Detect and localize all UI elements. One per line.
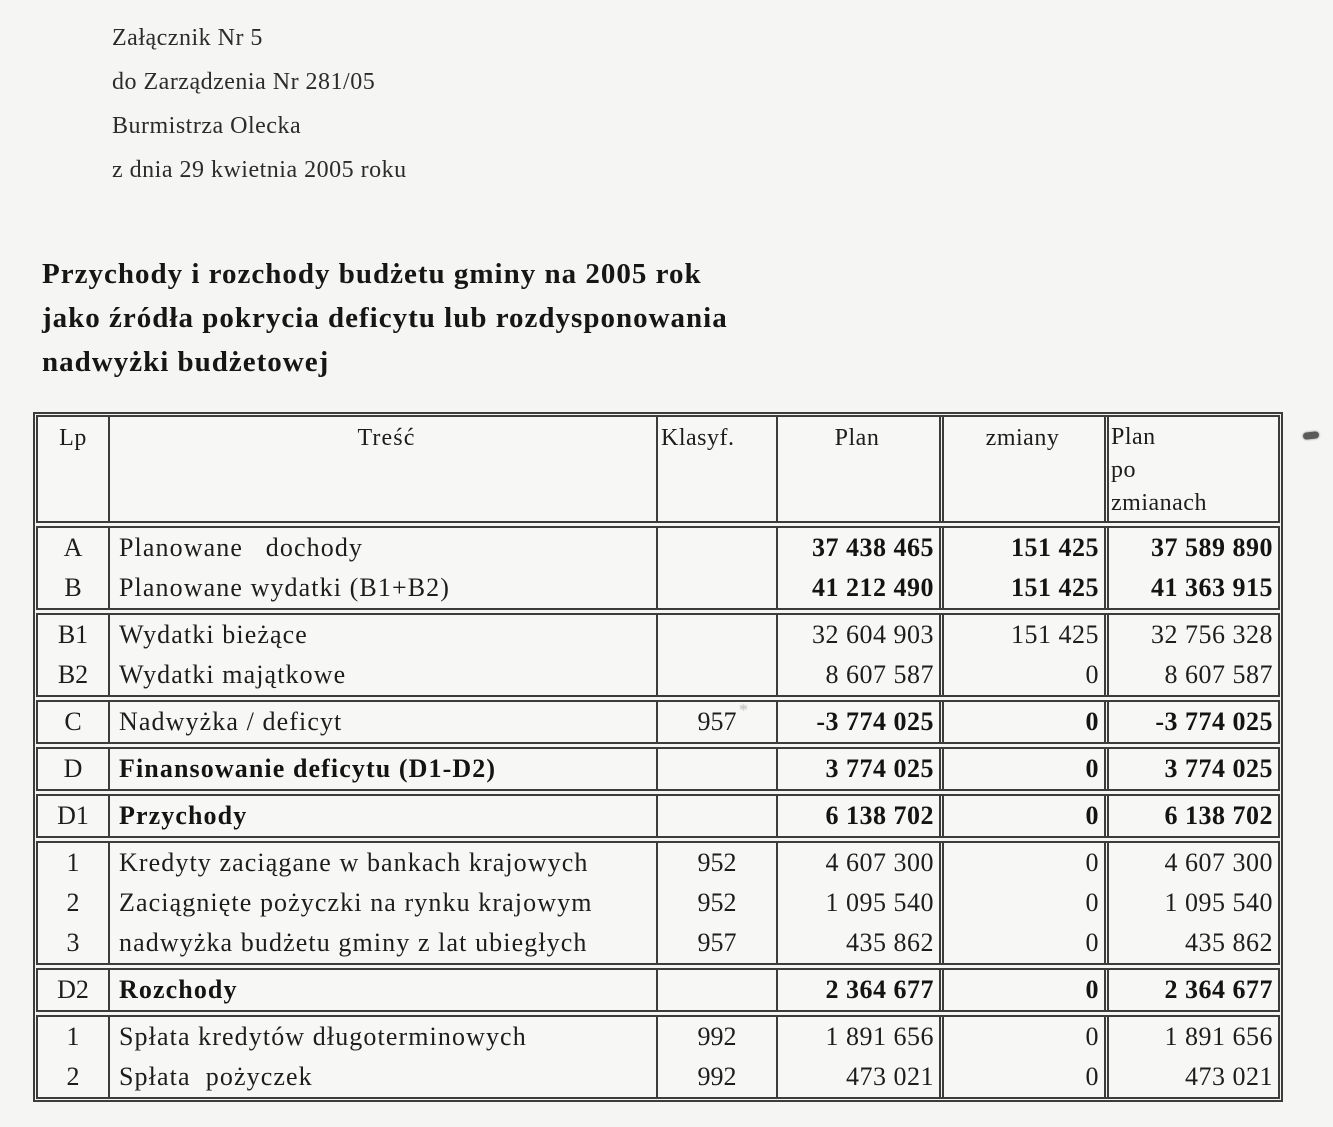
table-header-group: [36, 415, 1280, 523]
cell-plan-po: 32 756 328: [1104, 615, 1278, 655]
title-line-3: nadwyżki budżetowej: [42, 346, 330, 378]
table-row: [38, 843, 1278, 883]
cell-tresc: Planowane dochody: [108, 528, 656, 568]
cell-lp: 3: [66, 928, 80, 957]
col-header-zmiany: zmiany: [939, 417, 1104, 521]
cell-zmiany: 0: [939, 843, 1104, 883]
col-header-plan: Plan: [776, 417, 939, 521]
attachment-header: [112, 16, 407, 192]
cell-lp: C: [64, 707, 82, 736]
table-row: [38, 1057, 1278, 1097]
cell-klasyf: [656, 528, 776, 568]
cell-tresc: nadwyżka budżetu gminy z lat ubiegłych: [108, 923, 656, 963]
cell-tresc: Kredyty zaciągane w bankach krajowych: [108, 843, 656, 883]
cell-zmiany: 0: [939, 1057, 1104, 1097]
table-row: [38, 923, 1278, 963]
table-group: [36, 1015, 1280, 1099]
cell-klasyf: 952: [656, 883, 776, 923]
table-header-row: [38, 417, 1278, 521]
col-header-tresc: Treść: [108, 417, 656, 521]
cell-plan-po: 6 138 702: [1104, 796, 1278, 836]
cell-plan-po: 473 021: [1104, 1057, 1278, 1097]
cell-plan: 1 891 656: [776, 1017, 939, 1057]
cell-plan-po: 435 862: [1104, 923, 1278, 963]
cell-zmiany: 0: [939, 796, 1104, 836]
cell-zmiany: 0: [939, 1017, 1104, 1057]
table-row: [38, 796, 1278, 836]
table-row: [38, 528, 1278, 568]
cell-klasyf: [656, 615, 776, 655]
cell-lp: A: [63, 533, 83, 562]
table-row: [38, 1017, 1278, 1057]
cell-zmiany: 0: [939, 970, 1104, 1010]
cell-tresc: Planowane wydatki (B1+B2): [108, 568, 656, 608]
cell-plan: 4 607 300: [776, 843, 939, 883]
cell-zmiany: 151 425: [939, 615, 1104, 655]
cell-lp: 2: [66, 1062, 80, 1091]
cell-zmiany: 0: [939, 655, 1104, 695]
document-title: [42, 252, 728, 384]
table-group: [36, 526, 1280, 610]
cell-lp: 2: [66, 888, 80, 917]
cell-tresc: Finansowanie deficytu (D1-D2): [108, 749, 656, 789]
cell-lp: D: [63, 754, 83, 783]
cell-plan: 3 774 025: [776, 749, 939, 789]
cell-klasyf: [656, 568, 776, 608]
header-line-2: do Zarządzenia Nr 281/05: [112, 69, 376, 95]
col-header-plan-po-zmianach: [1104, 417, 1278, 521]
header-line-4: z dnia 29 kwietnia 2005 roku: [112, 157, 407, 183]
cell-zmiany: 0: [939, 749, 1104, 789]
cell-plan-po: 1 095 540: [1104, 883, 1278, 923]
cell-plan-po: 3 774 025: [1104, 749, 1278, 789]
cell-zmiany: 0: [939, 702, 1104, 742]
cell-lp: D1: [57, 801, 89, 830]
table-group: [36, 794, 1280, 838]
cell-lp: 1: [66, 848, 80, 877]
table-row: [38, 970, 1278, 1010]
cell-klasyf: 992: [656, 1057, 776, 1097]
cell-tresc: Spłata kredytów długoterminowych: [108, 1017, 656, 1057]
table-row: [38, 883, 1278, 923]
cell-plan-po: -3 774 025: [1104, 702, 1278, 742]
table-row: [38, 702, 1278, 742]
col-header-klasyf: Klasyf.: [656, 417, 776, 521]
cell-zmiany: 151 425: [939, 528, 1104, 568]
table-row: [38, 655, 1278, 695]
cell-lp: B: [64, 573, 82, 602]
cell-plan-po: 4 607 300: [1104, 843, 1278, 883]
table-group: [36, 841, 1280, 965]
cell-plan: -3 774 025: [776, 702, 939, 742]
cell-plan: 8 607 587: [776, 655, 939, 695]
cell-lp: B1: [57, 620, 89, 649]
cell-klasyf: [656, 970, 776, 1010]
cell-plan: 473 021: [776, 1057, 939, 1097]
cell-plan: 32 604 903: [776, 615, 939, 655]
table-group: [36, 747, 1280, 791]
cell-klasyf: [656, 796, 776, 836]
cell-klasyf: 957: [656, 702, 776, 742]
table-group: [36, 700, 1280, 744]
cell-lp: 1: [66, 1022, 80, 1051]
col-header-plan-po-line-1: Plan: [1111, 424, 1156, 450]
cell-zmiany: 0: [939, 883, 1104, 923]
cell-plan: 37 438 465: [776, 528, 939, 568]
cell-lp: D2: [57, 975, 89, 1004]
header-line-1: Załącznik Nr 5: [112, 25, 263, 51]
table-row: [38, 615, 1278, 655]
col-header-plan-po-line-3: zmianach: [1111, 490, 1207, 516]
table-row: [38, 749, 1278, 789]
cell-plan-po: 41 363 915: [1104, 568, 1278, 608]
col-header-lp: Lp: [59, 425, 87, 451]
cell-plan-po: 37 589 890: [1104, 528, 1278, 568]
cell-klasyf: [656, 749, 776, 789]
budget-table: [33, 412, 1283, 1102]
col-header-plan-po-line-2: po: [1111, 457, 1136, 483]
title-line-2: jako źródła pokrycia deficytu lub rozdysponowania: [42, 302, 728, 334]
cell-klasyf: 992: [656, 1017, 776, 1057]
cell-klasyf: 957: [656, 923, 776, 963]
title-line-1: Przychody i rozchody budżetu gminy na 2005 rok: [42, 258, 702, 290]
cell-tresc: Spłata pożyczek: [108, 1057, 656, 1097]
table-group: [36, 613, 1280, 697]
cell-lp: B2: [57, 660, 89, 689]
cell-tresc: Zaciągnięte pożyczki na rynku krajowym: [108, 883, 656, 923]
cell-zmiany: 151 425: [939, 568, 1104, 608]
cell-tresc: Wydatki majątkowe: [108, 655, 656, 695]
cell-zmiany: 0: [939, 923, 1104, 963]
cell-tresc: Przychody: [108, 796, 656, 836]
table-row: [38, 568, 1278, 608]
scan-smudge-mark: *: [739, 700, 748, 720]
header-line-3: Burmistrza Olecka: [112, 113, 302, 139]
cell-plan-po: 2 364 677: [1104, 970, 1278, 1010]
cell-plan: 41 212 490: [776, 568, 939, 608]
cell-tresc: Rozchody: [108, 970, 656, 1010]
cell-plan: 6 138 702: [776, 796, 939, 836]
cell-plan: 435 862: [776, 923, 939, 963]
cell-tresc: Wydatki bieżące: [108, 615, 656, 655]
cell-klasyf: [656, 655, 776, 695]
cell-plan-po: 1 891 656: [1104, 1017, 1278, 1057]
cell-plan: 2 364 677: [776, 970, 939, 1010]
table-group: [36, 968, 1280, 1012]
cell-plan: 1 095 540: [776, 883, 939, 923]
margin-mark-icon: [1303, 431, 1320, 440]
cell-tresc: Nadwyżka / deficyt: [108, 702, 656, 742]
cell-klasyf: 952: [656, 843, 776, 883]
cell-plan-po: 8 607 587: [1104, 655, 1278, 695]
